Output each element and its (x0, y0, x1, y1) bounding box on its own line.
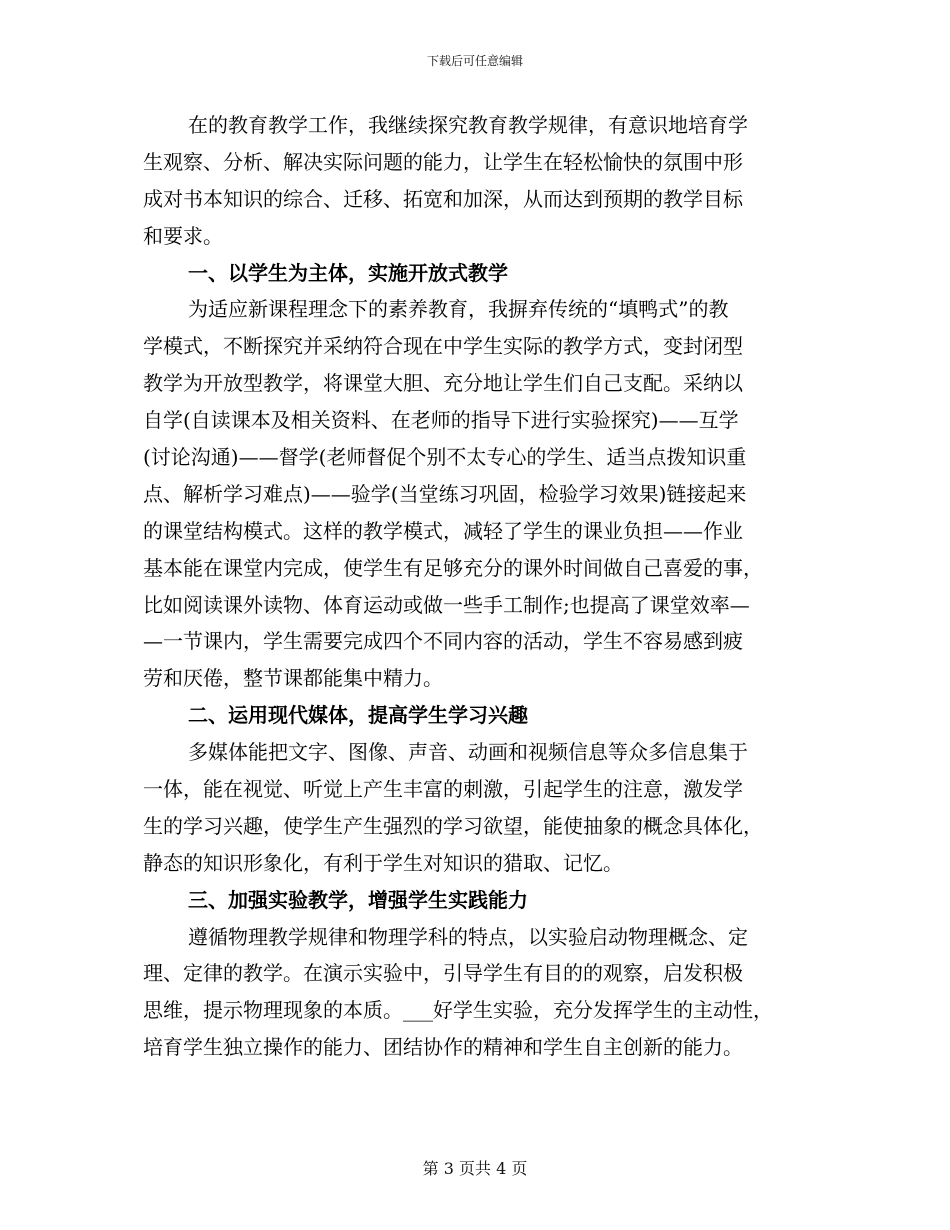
section-heading: 一、以学生为主体，实施开放式教学 (188, 260, 508, 285)
text-line: 在的教育教学工作，我继续探究教育教学规律，有意识地培育学 (188, 113, 748, 137)
page-header: 下载后可任意编辑 (426, 54, 523, 68)
text-line: 培育学生独立操作的能力、团结协作的精神和学生自主创新的能力。 (143, 1035, 743, 1060)
text-line: 教学为开放型教学，将课堂大胆、充分地让学生们自己支配。采纳以 (143, 371, 743, 396)
text-line: 成对书本知识的综合、迁移、拓宽和加深，从而达到预期的教学目标 (143, 186, 743, 211)
text-line: 比如阅读课外读物、体育运动或做一些手工制作;也提高了课堂效率— (143, 592, 750, 617)
text-line: 劳和厌倦，整节课都能集中精力。 (143, 666, 443, 691)
text-line: 生观察、分析、解决实际问题的能力，让学生在轻松愉快的氛围中形 (143, 149, 743, 174)
text-line: 和要求。 (143, 223, 223, 248)
text-line: —一节课内，学生需要完成四个不同内容的活动，学生不容易感到疲 (143, 629, 743, 654)
text-line: 思维，提示物理现象的本质。___好学生实验，充分发挥学生的主动性， (143, 998, 773, 1023)
text-line: 理、定律的教学。在演示实验中，引导学生有目的的观察，启发积极 (143, 961, 743, 986)
page-footer: 第 3 页共 4 页 (422, 1159, 528, 1178)
text-line: 生的学习兴趣，使学生产生强烈的学习欲望，能使抽象的概念具体化， (143, 813, 763, 838)
text-line: 学模式，不断探究并采纳符合现在中学生实际的教学方式，变封闭型 (143, 334, 743, 359)
section-heading: 三、加强实验教学，增强学生实践能力 (188, 887, 528, 912)
text-line: 静态的知识形象化，有利于学生对知识的猎取、记忆。 (143, 850, 623, 875)
text-line: 基本能在课堂内完成，使学生有足够充分的课外时间做自己喜爱的事， (143, 555, 763, 580)
text-line: 自学(自读课本及相关资料、在老师的指导下进行实验探究)——互学 (143, 408, 739, 433)
document-body (143, 107, 803, 1066)
text-line: 一体，能在视觉、听觉上产生丰富的刺激，引起学生的注意，激发学 (143, 777, 743, 802)
section-heading: 二、运用现代媒体，提高学生学习兴趣 (188, 703, 528, 728)
text-line: 遵循物理教学规律和物理学科的特点，以实验启动物理概念、定 (188, 924, 748, 949)
text-line: 的课堂结构模式。这样的教学模式，减轻了学生的课业负担——作业 (143, 518, 743, 543)
text-line: 为适应新课程理念下的素养教育，我摒弃传统的“填鸭式”的教 (188, 297, 729, 322)
text-line: 点、解析学习难点)——验学(当堂练习巩固，检验学习效果)链接起来 (143, 481, 747, 506)
text-line: 多媒体能把文字、图像、声音、动画和视频信息等众多信息集于 (188, 740, 748, 765)
text-line: (讨论沟通)——督学(老师督促个别不太专心的学生、适当点拨知识重 (143, 445, 747, 470)
